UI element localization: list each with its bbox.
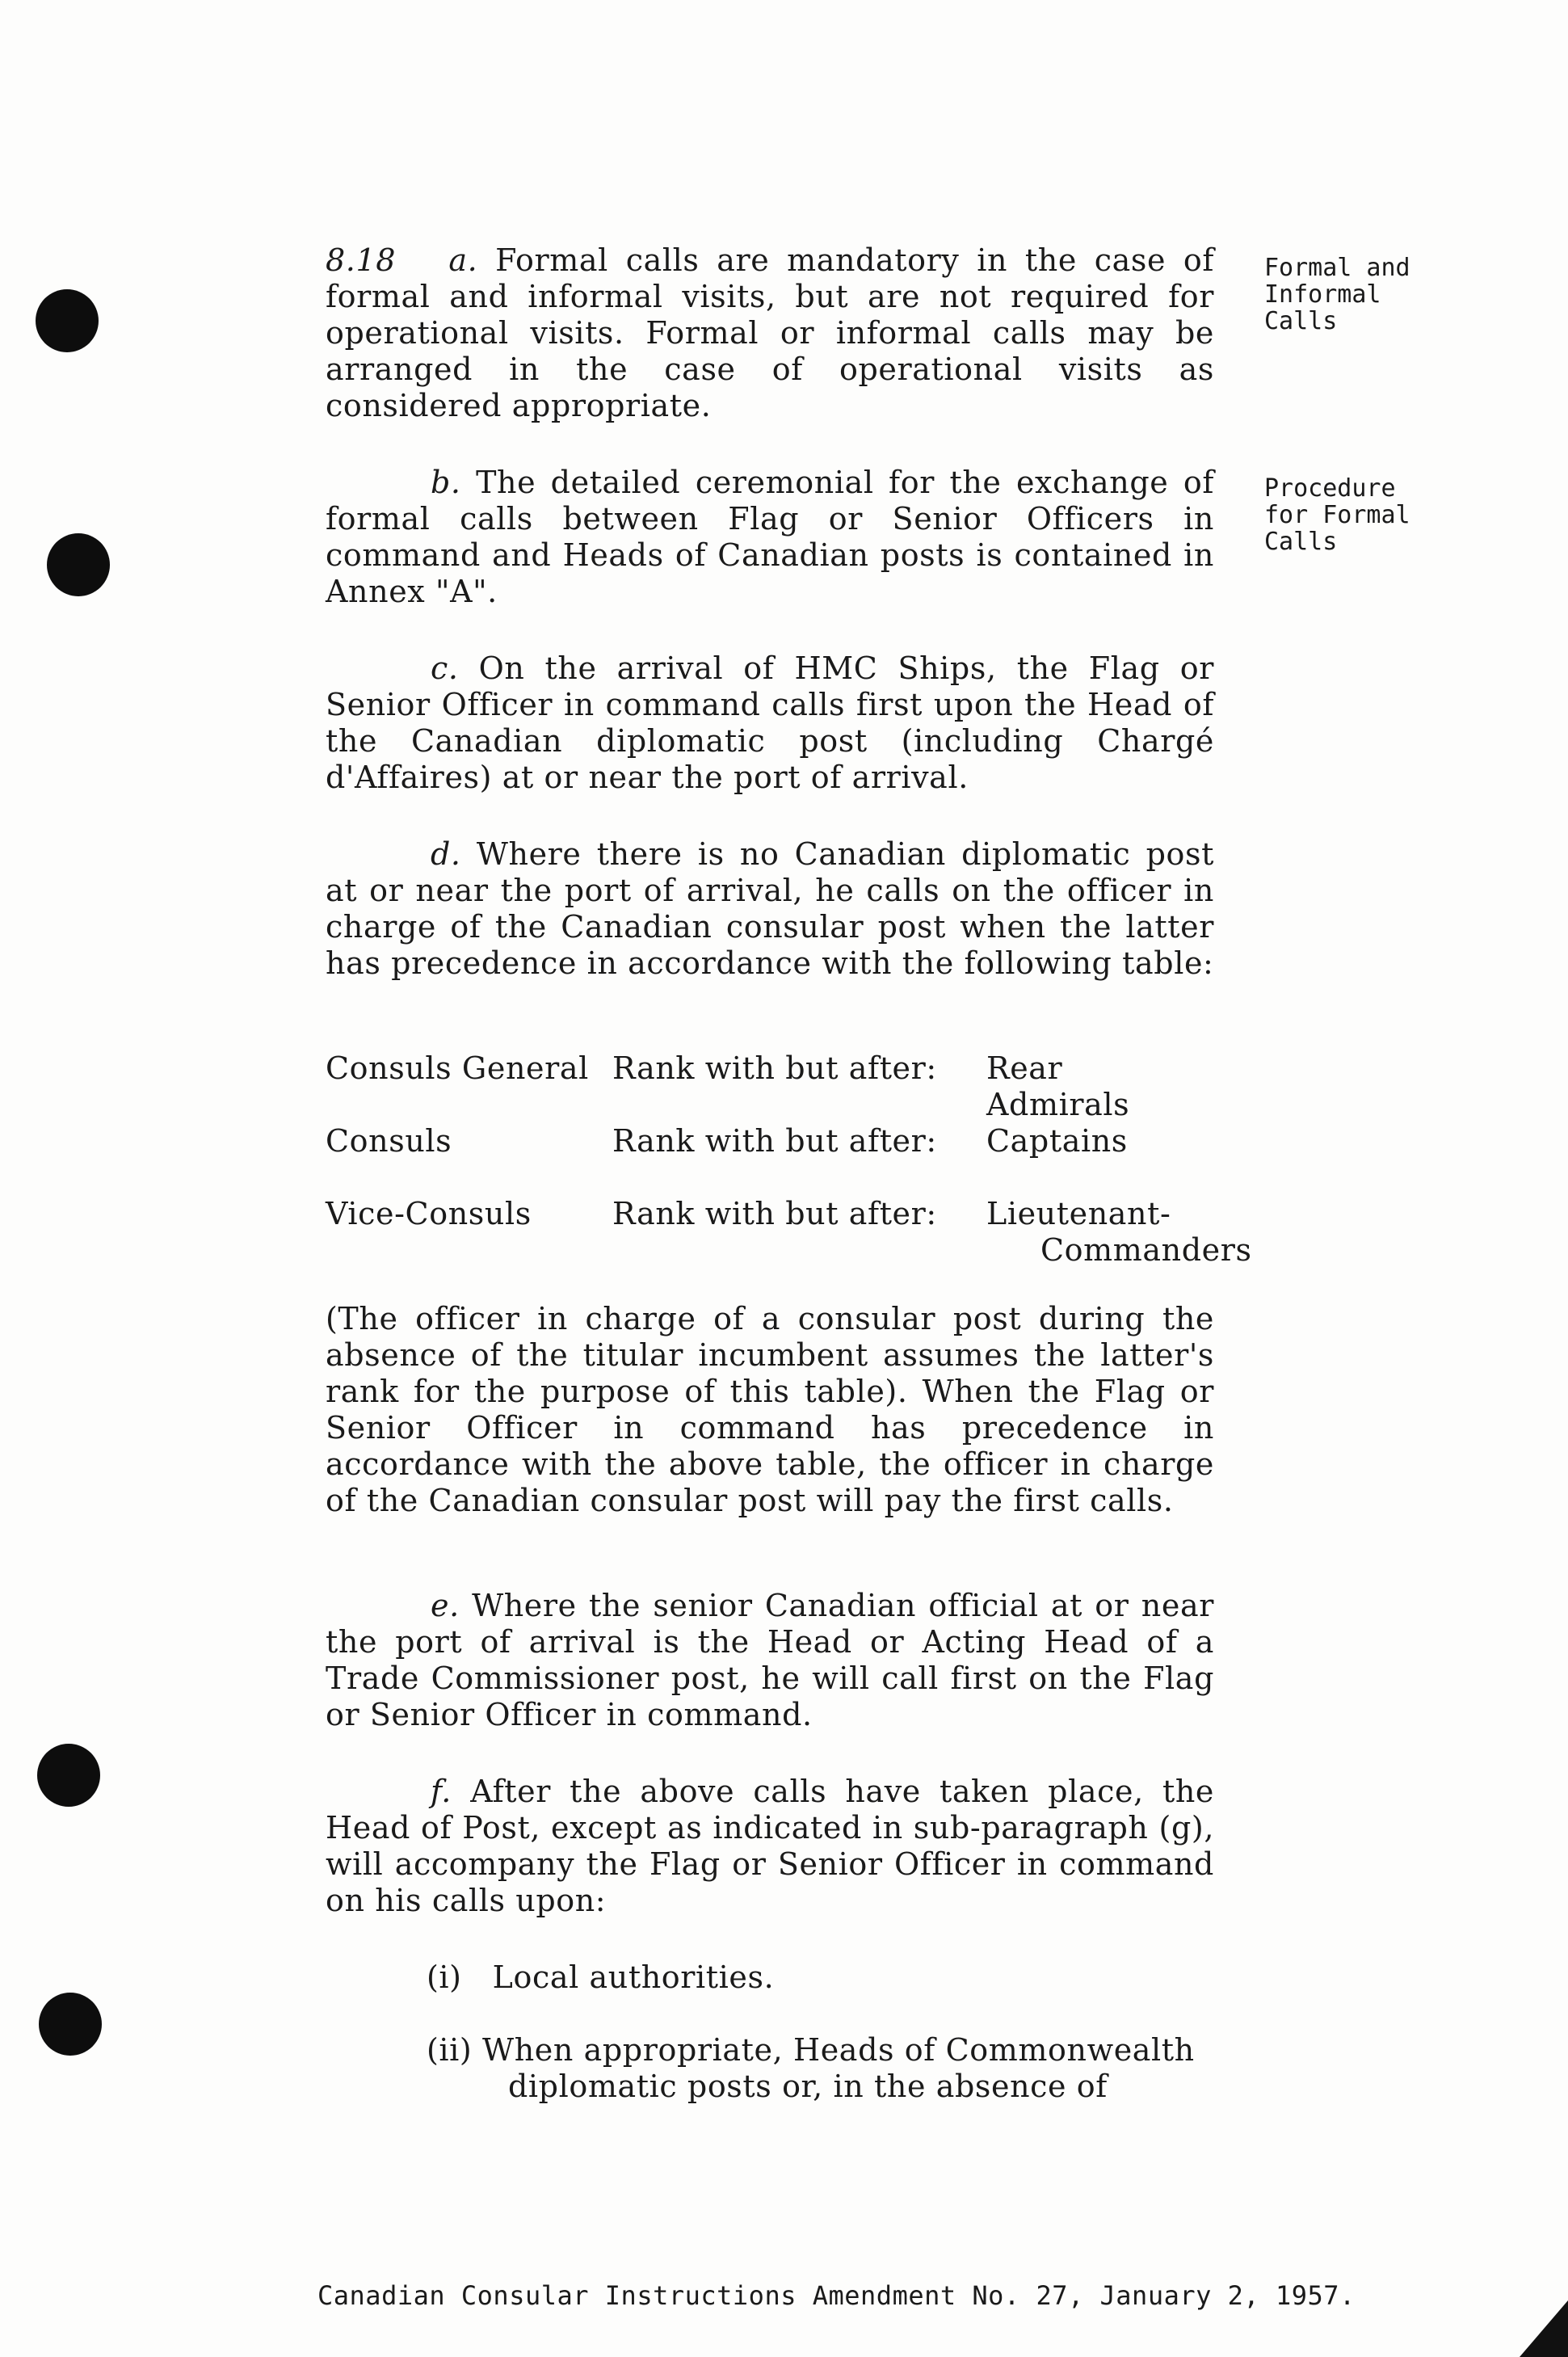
rank-equivalent: Rear Admirals (986, 1050, 1130, 1122)
rank-equivalent: Captains (986, 1123, 1128, 1159)
precedence-row (326, 1196, 1252, 1269)
paragraph-text: The detailed ceremonial for the exchange of formal calls between Flag or Senior Officers in command and Heads of Canadian posts is contained in Annex "A". (326, 465, 1214, 609)
paragraph-letter: d. (431, 836, 461, 872)
page-corner-mark (1520, 2300, 1568, 2357)
paragraph-text: Where there is no Canadian diplomatic post at or near the port of arrival, he calls on the officer in charge of the Canadian consular post when the latter has precedence in accordance with the following table: (326, 836, 1214, 981)
paragraph-a (326, 242, 1214, 424)
paragraph-text: Formal calls are mandatory in the case of formal and informal visits, but are not required for operational visits. Formal or informal calls may be arranged in the case of operational visits as considered appropriate. (326, 242, 1214, 423)
punch-hole (36, 289, 99, 352)
sub-item-text: When appropriate, Heads of Commonwealth (482, 2032, 1195, 2068)
precedence-row (326, 1123, 1214, 1196)
margin-note-text: Procedure for Formal Calls (1264, 474, 1410, 556)
body-text (326, 242, 1252, 2117)
sub-item-text: diplomatic posts or, in the absence of (508, 2069, 1108, 2104)
rank-title: Consuls (326, 1123, 452, 1159)
margin-note-text: Formal and Informal Calls (1264, 254, 1410, 335)
margin-note-formal-informal (1264, 255, 1450, 335)
paragraph-text: After the above calls have taken place, the Head of Post, except as indicated in sub-paragraph (g), will accompany the Flag or Senior Officer in command on his calls upon: (326, 1774, 1214, 1918)
paragraph-letter: c. (431, 650, 459, 686)
sub-item-label: (ii) (427, 2032, 473, 2068)
sub-item-ii (427, 2032, 1315, 2069)
rank-title: Vice-Consuls (326, 1196, 532, 1231)
rank-equivalent: Lieutenant- (986, 1196, 1171, 1231)
sub-item-i (427, 1959, 1315, 1996)
paragraph-letter: e. (431, 1588, 460, 1623)
paragraph-f (326, 1774, 1214, 1919)
section-number: 8.18 (326, 242, 397, 278)
punch-hole (39, 1993, 102, 2056)
paragraph-c (326, 650, 1214, 796)
paragraph-letter: a. (448, 242, 478, 278)
paragraph-letter: f. (431, 1774, 452, 1809)
paragraph-letter: b. (431, 465, 461, 500)
paragraph-d (326, 836, 1214, 982)
paragraph-text: Where the senior Canadian official at or near the port of arrival is the Head or Acting Head of a Trade Commissioner post, he will call first on the Flag or Senior Officer in command. (326, 1588, 1214, 1732)
punch-hole (37, 1744, 100, 1807)
paragraph-d-note (326, 1301, 1214, 1519)
sub-item-ii-continued (508, 2069, 1397, 2105)
sub-item-label: (i) (427, 1959, 462, 1995)
rank-relation: Rank with but after: (612, 1050, 937, 1086)
margin-note-procedure (1264, 475, 1450, 555)
punch-hole (47, 533, 110, 596)
sub-item-text: Local authorities. (492, 1959, 775, 1995)
paragraph-e (326, 1588, 1214, 1733)
rank-relation: Rank with but after: (612, 1196, 937, 1231)
rank-title: Consuls General (326, 1050, 589, 1086)
paragraph-text: (The officer in charge of a consular post during the absence of the titular incumbent assumes the latter's rank for the purpose of this table). When the Flag or Senior Officer in command has precedence in accordance with the above table, the officer in charge of the Canadian consular post will pay the first calls. (326, 1301, 1214, 1518)
paragraph-b (326, 465, 1214, 610)
page-footer: Canadian Consular Instructions Amendment No. 27, January 2, 1957. (317, 2280, 1356, 2311)
rank-relation: Rank with but after: (612, 1123, 937, 1159)
precedence-row (326, 1050, 1214, 1123)
rank-equivalent-continued: Commanders (1040, 1232, 1252, 1268)
paragraph-text: On the arrival of HMC Ships, the Flag or Senior Officer in command calls first upon the Head of the Canadian diplomatic post (including Chargé d'Affaires) at or near the port of arrival. (326, 650, 1214, 795)
